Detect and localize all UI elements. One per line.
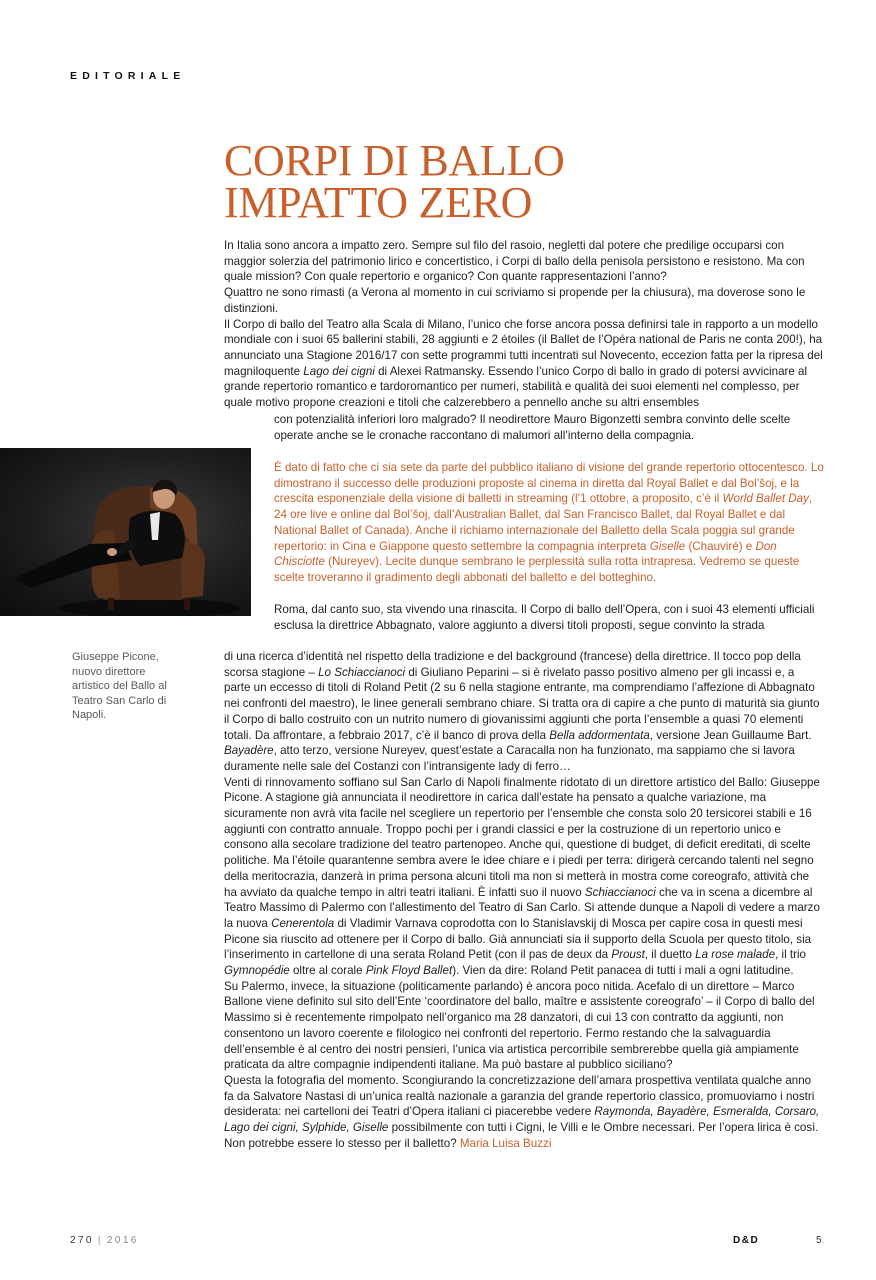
text-run: che va in scena a dicembre al Teatro Massimo di Palermo con l’allestimento del Teatro di San Carlo. Si attende dunque a Napoli di vedere a marzo la nuova: [224, 885, 820, 930]
indented-block-2: [274, 602, 824, 633]
paragraph: Roma, dal canto suo, sta vivendo una rinascita. Il Corpo di ballo dell’Opera, con i suoi 43 elementi ufficiali esclusa la direttrice Abbagnato, valore aggiunto a diversi titoli proposti, segue convinto la strada: [274, 603, 815, 632]
paragraph: Su Palermo, invece, la situazione (politicamente parlando) è ancora poco nitida. Acefalo di un direttore – Marco Ballone viene definito sul sito dell’Ente ‘coordinatore del ballo, maître e assistente coreografo’ – il Corpo di ballo del Massimo si è recentemente rimpolpato nell’organico ma 28 danzatori, di cui 13 con contratto da aggiunti, non consentono un lavoro coerente e filologico nei confronti del repertorio. Fermo restando che la salvaguardia dell’ensemble è al centro dei nostri pensieri, l’unica via artistica percorribile sembrerebbe quella già ampiamente praticata da altre compagnie indipendenti italiane. Ma può bastare al pubblico siciliano?: [224, 979, 815, 1072]
text-run: Questa la fotografia del momento. Scongiurando la concretizzazione dell’amara prospettiva ventilata qualche anno fa da Salvatore Nastasi di un’unica realtà nazionale a garanzia del grande repertorio classico, promuoviamo i nostri desiderata: nei cartelloni dei Teatri d’Opera italiani ci piacerebbe vedere: [224, 1073, 815, 1119]
italic-title: Lo Schiaccianoci: [318, 665, 406, 679]
footer-issue: [70, 1235, 139, 1246]
indented-block: [274, 412, 824, 443]
paragraph: [224, 1073, 824, 1152]
paragraph: [224, 317, 824, 411]
italic-title: Proust: [611, 948, 645, 962]
text-run: di Vladimir Varnava coprodotta con lo Stanislavskij di Mosca per capire cosa in questi mesi Picone sia riuscito ad ottenere per il Corpo di ballo. Già annunciati sia il supporto della Scuola per questo titolo, sia l’inserimento in cartellone di una serata Roland Petit (con il pas de deux da: [224, 916, 812, 962]
title-line-2: IMPATTO ZERO: [224, 178, 533, 227]
italic-title: Cenerentola: [271, 916, 335, 930]
italic-title: World Ballet Day: [722, 492, 809, 506]
paragraph: Quattro ne sono rimasti (a Verona al momento in cui scriviamo si propende per la chiusura), ma doverose sono le distinzioni.: [224, 286, 806, 315]
text-run: di una ricerca d’identità nel rispetto della tradizione e del background (francese) della direttrice. Il tocco pop della scorsa stagione –: [224, 650, 801, 679]
paragraph: [224, 649, 824, 775]
magazine-name: D&D: [733, 1235, 760, 1246]
highlighted-block: [274, 460, 824, 586]
paragraph: con potenzialità inferiori loro malgrado? Il neodirettore Mauro Bigonzetti sembra convinto delle scelte operate anche se le cronache raccontano di malumori all’interno della compagnia.: [274, 413, 791, 442]
footer-separator: |: [97, 1235, 103, 1246]
paragraph: [274, 460, 824, 586]
text-run: Venti di rinnovamento soffiano sul San Carlo di Napoli finalmente ridotato di un direttore artistico del Ballo: Giuseppe Picone. A stagione già annunciata il neodirettore in carica dall’estate ha pensato a qualche variazione, ma sicuramente non avrà vita facile nel scegliere un repertorio per l’ensemble che consta solo 20 tersicorei stabili e 16 aggiunti con contratto annuale. Troppo pochi per i grandi classici e per la costruzione di un repertorio unico e consono alla secolare tradizione del teatro partenopeo. Anche qui, questione di budget, di deficit ereditati, di scelte politiche. Ma l’étoile quarantenne sembra avere le idee chiare e i piedi per terra: dirigerà cercando talenti nel segno della meritocrazia, danzerà in prima persona alcuni titoli ma non si metterà in mostra come coreografo, attività che ha avviato da qualche tempo in altri teatri italiani. È infatti suo il nuovo: [224, 775, 820, 899]
text-run: di Giuliano Peparini – si è rivelato passo positivo almeno per gli incassi e, a parte un eccesso di titoli di Roland Petit (2 su 6 nella stagione entrante, ma comprendiamo l’affezione di Abbagnato nei confronti del maestro), le linee generali sembrano chiare. Si tratta ora di capire a che punto di maturità sia giunto il Corpo di ballo costruito con un nutrito numero di giovanissimi aggiunti che porta l’ensemble a quasi 70 elementi totali. Da affrontare, a febbraio 2017, c’è il banco di prova della: [224, 665, 820, 742]
text-run: , versione Jean Guillaume Bart.: [649, 728, 812, 742]
main-block: [224, 649, 824, 1152]
text-run: di Alexei Ratmansky. Essendo l’unico Corpo di ballo in grado di potersi avvicinare al grande repertorio romantico e tardoromantico per numeri, stabilità e qualità dei suoi elementi nel complesso, per quale motivo propone creazioni e titoli che calzerebbero a pennello anche su altri ensembles: [224, 364, 808, 410]
text-run: (Nureyev). Lecite dunque sembrano le perplessità sulla rotta intrapresa. Vedremo se queste scelte troveranno il gradimento degli abbonati del balletto e del botteghino.: [274, 555, 800, 584]
italic-title: Don Chisciotte: [274, 539, 777, 569]
text-run: possibilmente con tutti i Cigni, le Villi e le Ombre necessari. Per l’opera lirica è così. Non potrebbe essere lo stesso per il balletto?: [224, 1121, 819, 1150]
italic-title: Gymnopédie: [224, 964, 290, 978]
photo-illustration: [0, 448, 251, 616]
text-run: oltre al corale: [292, 964, 363, 978]
italic-title: Raymonda, Bayadère, Esmeralda, Corsaro, Lago dei cigni, Sylphide, Giselle: [224, 1105, 820, 1135]
article-title: [224, 136, 824, 227]
text-run: , atto terzo, versione Nureyev, quest’estate a Caracalla non ha funzionato, ma sappiamo che si lavora duramente nelle sale del Costanzi con l’intransigente lady di ferro…: [224, 744, 795, 773]
italic-title: Giselle: [649, 539, 686, 553]
issue-number: 270: [70, 1235, 94, 1246]
paragraph: [224, 775, 824, 979]
text-run: ). Vien da dire: Roland Petit panacea di tutti i mali a ogni latitudine.: [452, 964, 794, 978]
text-run: È dato di fatto che ci sia sete da parte del pubblico italiano di visione del grande repertorio ottocentesco. Lo dimostrano il successo delle produzioni proposte al cinema in diretta dal Royal Ballet e dal Bol’šoj, e la crescita esponenziale della visione di balletti in streaming (l’1 ottobre, a proposito, c’è il: [274, 461, 824, 506]
text-run: Il Corpo di ballo del Teatro alla Scala di Milano, l’unico che forse ancora possa definirsi tale in rapporto a un modello mondiale con i suoi 65 ballerini stabili, 28 aggiunti e 2 étoiles (il Ballet de l’Opéra national de Paris ne conta 200!), ha annunciato una Stagione 2016/17 con sette programmi tutti incentrati sul Novecento, eccezion fatta per la ripresa del magniloquente: [224, 317, 823, 378]
text-run: , 24 ore live e online dal Bol’šoj, dall’Australian Ballet, dal San Francisco Ballet, dal Royal Ballet e dal National Ballet of Canada). Anche il richiamo internazionale del Balletto della Scala poggia sul grande repertorio: in Cina e Giappone questo settembre la compagnia interpreta: [274, 492, 813, 553]
paragraph: In Italia sono ancora a impatto zero. Sempre sul filo del rasoio, negletti dal potere che predilige occuparsi con maggior solerzia del patrimonio lirico e concertistico, i Corpi di ballo della penisola persistono e resistono. Ma con quale mission? Con quale repertorio e organico? Con quante rappresentazioni l’anno?: [224, 239, 805, 284]
title-line-1: CORPI DI BALLO: [224, 136, 565, 185]
page-number: 5: [816, 1235, 822, 1246]
dancer-photo: [0, 448, 251, 616]
italic-title: La rose malade: [695, 948, 776, 962]
text-run: , il duetto: [644, 948, 692, 962]
issue-year: 2016: [106, 1235, 139, 1246]
italic-title: Schiaccianoci: [584, 885, 656, 899]
italic-title: Lago dei cigni: [303, 364, 375, 378]
text-run: , il trio: [775, 948, 806, 962]
italic-title: Bella addormentata: [549, 728, 650, 742]
italic-title: Bayadère: [224, 744, 274, 758]
section-label: EDITORIALE: [70, 70, 186, 82]
intro-block: [224, 238, 824, 411]
photo-caption: Giuseppe Picone, nuovo direttore artistico del Ballo al Teatro San Carlo di Napoli.: [72, 651, 167, 722]
text-run: (Chauviré) e: [688, 539, 753, 553]
italic-title: Pink Floyd Ballet: [365, 964, 453, 978]
author-signature: Maria Luisa Buzzi: [459, 1136, 552, 1150]
